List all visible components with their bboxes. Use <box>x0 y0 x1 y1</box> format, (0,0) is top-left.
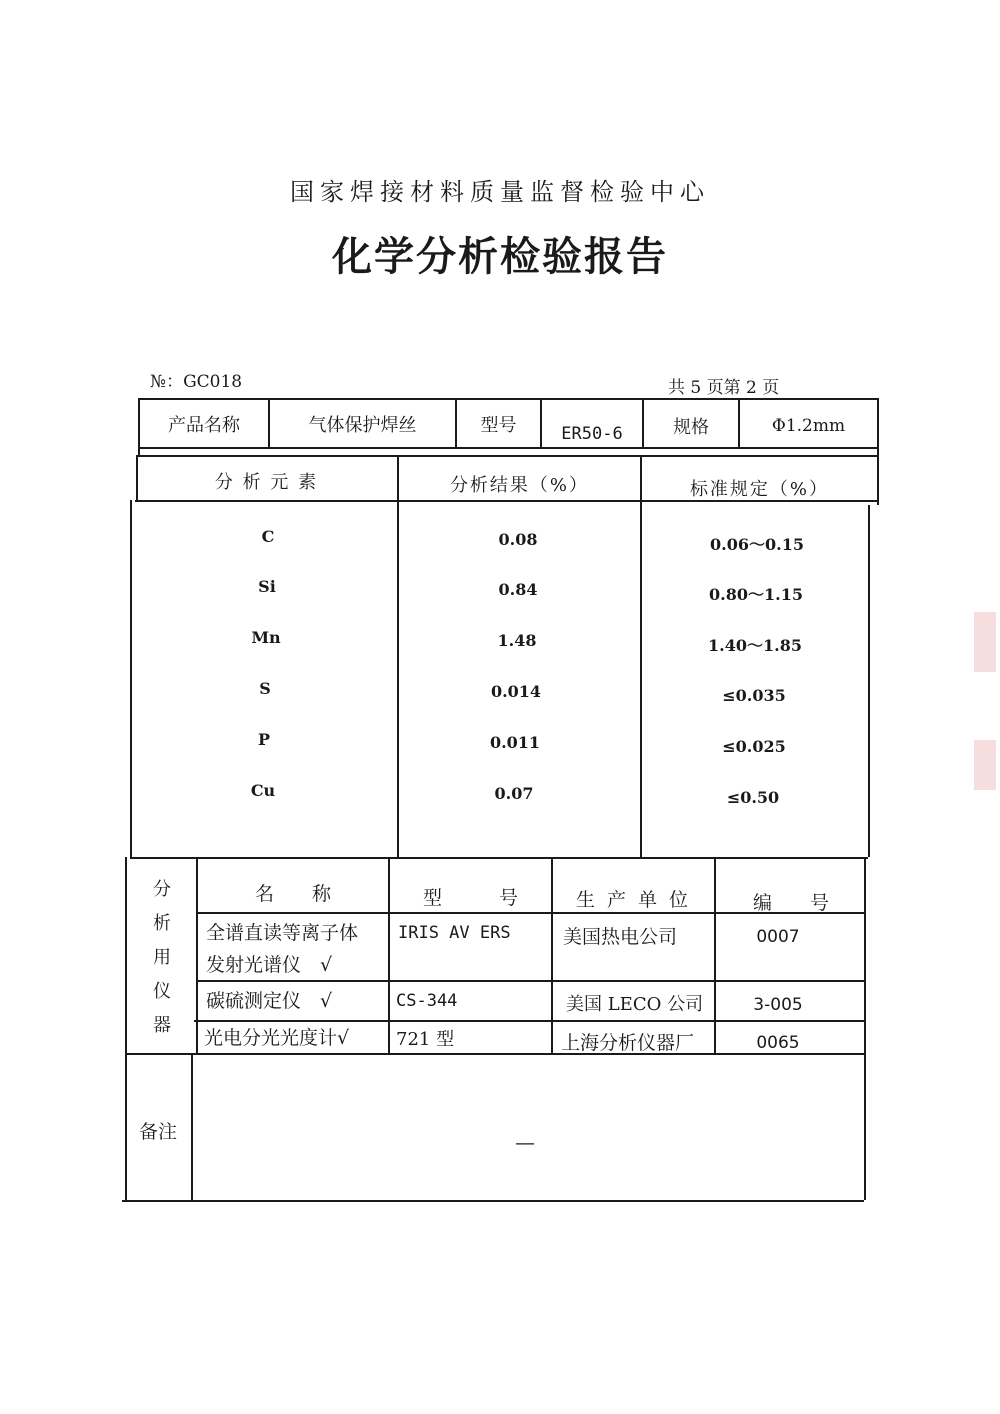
element-cell: Si <box>258 576 276 596</box>
result-cell: 0.84 <box>498 579 538 599</box>
product-name-label: 产品名称 <box>168 414 240 436</box>
section-label-char: 用 <box>153 947 171 968</box>
report-title: 化学分析检验报告 <box>332 234 668 280</box>
stamp-fragment <box>974 612 996 672</box>
instrument-model: CS-344 <box>396 991 458 1011</box>
result-cell: 0.014 <box>490 681 542 701</box>
stamp-fragment <box>974 740 996 790</box>
result-cell: 1.48 <box>497 630 537 650</box>
report-number: №：GC018 <box>150 372 243 392</box>
element-cell: Cu <box>250 780 276 800</box>
instrument-maker-header: 生 产 单 位 <box>575 888 692 911</box>
result-cell: 0.07 <box>494 783 534 803</box>
standard-column-header: 标准规定（%） <box>689 479 830 500</box>
instrument-number: 0065 <box>756 1033 800 1053</box>
organization-name: 国家焊接材料质量监督检验中心 <box>290 178 710 206</box>
result-column-header: 分析结果（%） <box>449 475 590 496</box>
instrument-maker: 美国热电公司 <box>563 925 678 948</box>
standard-cell: 0.80～1.15 <box>709 584 803 604</box>
remarks-label: 备注 <box>138 1120 177 1143</box>
spec-label: 规格 <box>673 416 709 438</box>
standard-cell: ≤0.035 <box>722 685 786 705</box>
standard-cell: ≤0.025 <box>722 736 786 756</box>
standard-cell: 1.40～1.85 <box>708 635 802 655</box>
result-cell: 0.08 <box>498 529 538 549</box>
page-info: 共 5 页第 2 页 <box>668 378 780 398</box>
element-column-header: 分 析 元 素 <box>214 472 319 493</box>
instrument-name-line2: 发射光谱仪 √ <box>206 953 333 976</box>
section-label-char: 器 <box>153 1015 171 1036</box>
instrument-name-line1: 光电分光光度计√ <box>204 1026 350 1049</box>
model-label: 型号 <box>480 414 517 436</box>
product-name-value: 气体保护焊丝 <box>308 414 417 436</box>
element-cell: Mn <box>251 627 281 647</box>
instrument-maker: 上海分析仪器厂 <box>561 1031 695 1054</box>
section-label-char: 分 <box>153 879 171 900</box>
element-cell: P <box>257 729 271 749</box>
remarks-value: — <box>515 1130 535 1154</box>
element-cell: C <box>261 526 275 546</box>
instrument-number: 0007 <box>756 927 800 947</box>
instrument-name-line1: 碳硫测定仪 √ <box>206 989 333 1012</box>
result-cell: 0.011 <box>489 732 541 752</box>
instrument-number-header: 编 号 <box>752 891 829 914</box>
section-label-char: 仪 <box>153 981 171 1002</box>
instrument-name-header: 名 称 <box>254 882 331 905</box>
instrument-maker: 美国 LECO 公司 <box>566 994 704 1015</box>
standard-cell: ≤0.50 <box>726 787 780 807</box>
instrument-model: IRIS AV ERS <box>398 923 511 943</box>
model-value: ER50-6 <box>561 423 623 444</box>
spec-value: Φ1.2mm <box>771 415 846 436</box>
instrument-number: 3-005 <box>753 995 803 1015</box>
instrument-model: 721 型 <box>396 1029 455 1050</box>
instrument-name-line1: 全谱直读等离子体 <box>206 921 359 944</box>
section-label-char: 析 <box>153 913 171 934</box>
standard-cell: 0.06～0.15 <box>710 534 804 554</box>
element-cell: S <box>259 678 271 698</box>
instrument-model-header: 型 号 <box>422 886 518 909</box>
